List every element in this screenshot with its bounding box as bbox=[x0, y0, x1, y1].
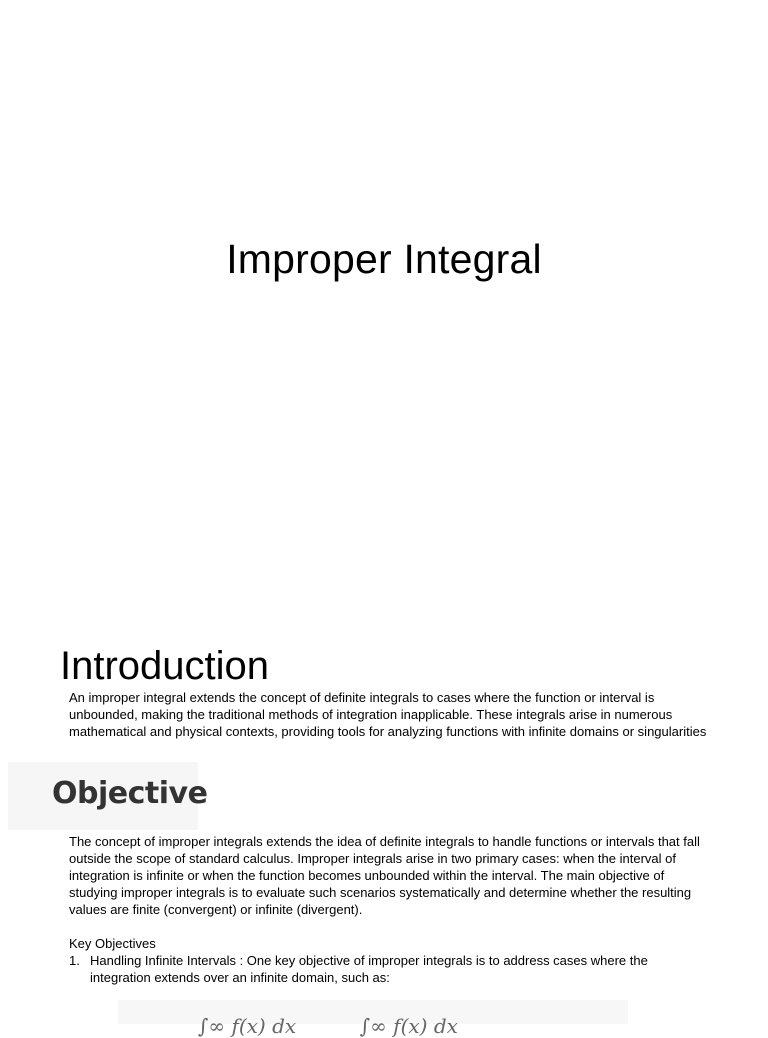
objective-heading-box bbox=[8, 762, 208, 830]
objective-paragraph: The concept of improper integrals extends the idea of definite integrals to handle functions or intervals that fall outside the scope of standard calculus. Improper integrals arise in two primary cases: when the interval of integration is infinite or when the function becomes unbounded within the interval. The main objective of studying improper integrals is to evaluate such scenarios systematically and determine whether the resulting values are finite (convergent) or infinite (divergent). bbox=[69, 834, 700, 917]
list-item-text: Handling Infinite Intervals : One key objective of improper integrals is to address cases where the integration extends over an infinite domain, such as: bbox=[90, 953, 648, 985]
introduction-paragraph: An improper integral extends the concept of definite integrals to cases where the function or interval is unbounded, making the traditional methods of integration inapplicable. These integrals arise in numerous mathematical and physical contexts, providing tools for analyzing functions with infinite domains or singularities bbox=[69, 690, 707, 739]
objective-heading: Objective bbox=[52, 776, 208, 811]
introduction-heading: Introduction bbox=[60, 644, 270, 688]
page-title: Improper Integral bbox=[226, 236, 542, 282]
list-item-number: 1. bbox=[69, 953, 80, 968]
formula-image bbox=[118, 1000, 628, 1038]
formula-text: ∫∞ f(x) dx ∫∞ f(x) dx bbox=[198, 1014, 458, 1038]
key-objectives-label: Key Objectives bbox=[69, 936, 156, 951]
list-item bbox=[69, 952, 709, 986]
